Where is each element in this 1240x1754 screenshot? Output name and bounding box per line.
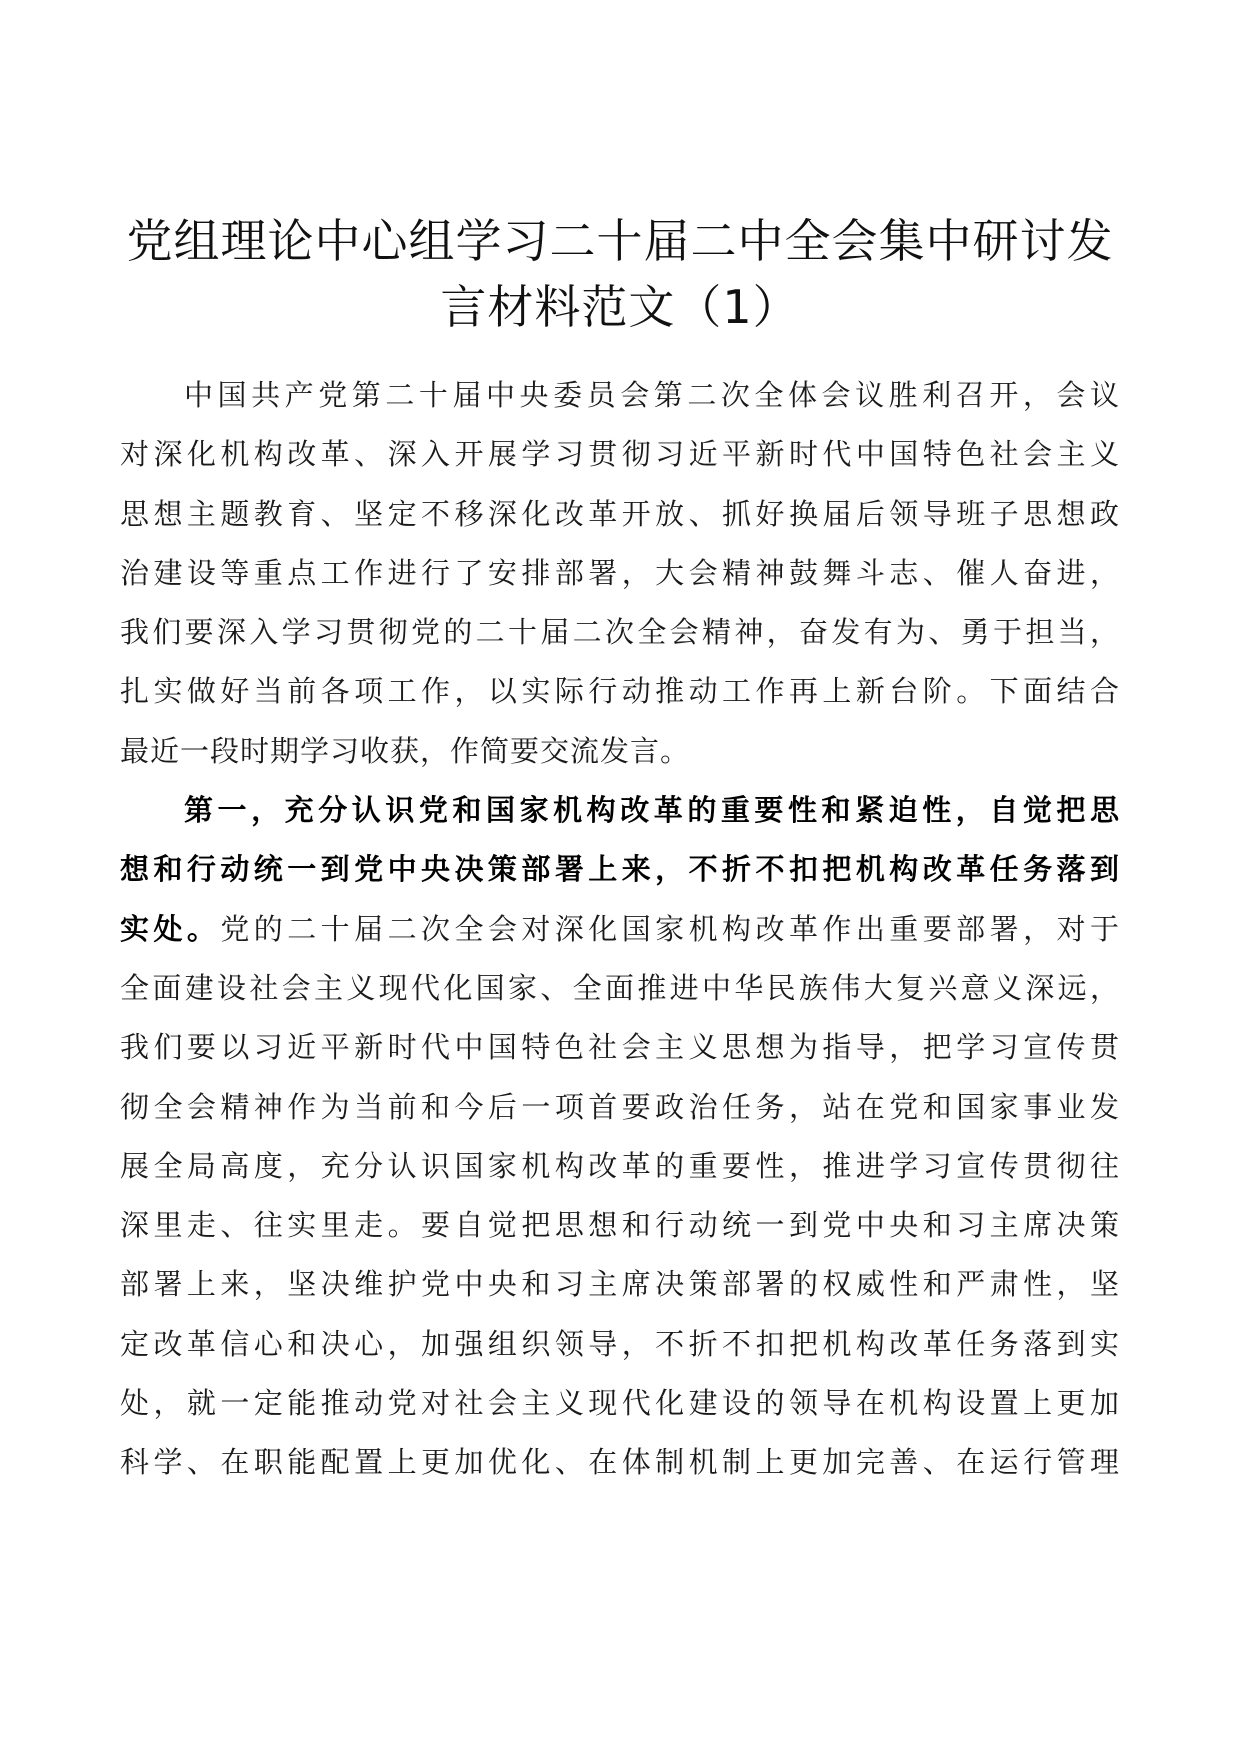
- text-line: 思想主题教育、坚定不移深化改革开放、抓好换届后领导班子思想政: [120, 496, 1120, 531]
- text-line: 定改革信心和决心，加强组织领导，不折不扣把机构改革任务落到实: [120, 1326, 1120, 1361]
- text-line: 最近一段时期学习收获，作简要交流发言。: [120, 733, 691, 768]
- text-line: 深里走、往实里走。要自觉把思想和行动统一到党中央和习主席决策: [120, 1208, 1120, 1243]
- text-line: 扎实做好当前各项工作，以实际行动推动工作再上新台阶。下面结合: [120, 674, 1120, 709]
- text-line: 科学、在职能配置上更加优化、在体制机制上更加完善、在运行管理: [120, 1445, 1120, 1480]
- text-line: 展全局高度，充分认识国家机构改革的重要性，推进学习宣传贯彻往: [120, 1148, 1120, 1183]
- text-line: 我们要深入学习贯彻党的二十届二次全会精神，奋发有为、勇于担当，: [120, 615, 1120, 650]
- text-line: 我们要以习近平新时代中国特色社会主义思想为指导，把学习宣传贯: [120, 1030, 1120, 1065]
- text-line: 全面建设社会主义现代化国家、全面推进中华民族伟大复兴意义深远，: [120, 970, 1120, 1005]
- bold-text-line: 第一，充分认识党和国家机构改革的重要性和紧迫性，自觉把思: [184, 793, 1120, 828]
- text-line: 彻全会精神作为当前和今后一项首要政治任务，站在党和国家事业发: [120, 1089, 1120, 1124]
- document-body: [120, 366, 1120, 1493]
- bold-heading-end: 实处。: [120, 911, 221, 946]
- bold-text-line: 想和行动统一到党中央决策部署上来，不折不扣把机构改革任务落到: [120, 852, 1120, 887]
- text-line: 部署上来，坚决维护党中央和习主席决策部署的权威性和严肃性，坚: [120, 1267, 1120, 1302]
- text-run: 党的二十届二次全会对深化国家机构改革作出重要部署，对于: [220, 911, 1120, 946]
- paragraph-intro: [120, 366, 1120, 781]
- title-line: 言材料范文（1）: [440, 280, 800, 334]
- title-line: 党组理论中心组学习二十届二中全会集中研讨发: [126, 214, 1114, 268]
- text-line: 处，就一定能推动党对社会主义现代化建设的领导在机构设置上更加: [120, 1386, 1120, 1421]
- mixed-text-line: [120, 900, 1120, 959]
- text-line: 中国共产党第二十届中央委员会第二次全体会议胜利召开，会议: [184, 378, 1120, 412]
- text-line: 对深化机构改革、深入开展学习贯彻习近平新时代中国特色社会主义: [120, 437, 1120, 472]
- paragraph-first-point: [120, 781, 1120, 1493]
- text-line: 治建设等重点工作进行了安排部署，大会精神鼓舞斗志、催人奋进，: [120, 555, 1120, 590]
- document-title: [120, 208, 1120, 340]
